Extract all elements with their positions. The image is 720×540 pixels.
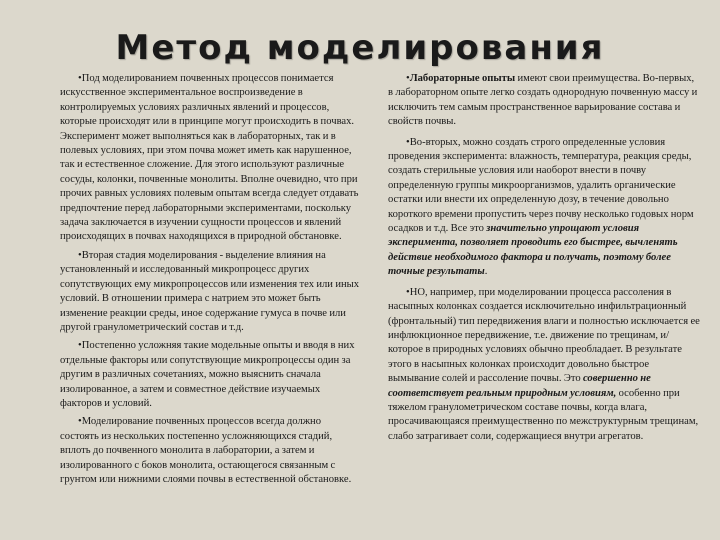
left-column — [60, 72, 360, 491]
lab-advantages-text: имеют свои преимущества. Во-первых, в лабораторном опыте легко создать однородную почвенную массу и исключить тем самым пространственное варьирование состава и свойств почвы. — [388, 73, 698, 128]
paragraph-lab-advantages — [388, 72, 700, 130]
right-column — [388, 72, 700, 450]
period: . — [484, 266, 488, 278]
paragraph-complication: •Постепенно усложняя такие модельные опыты и вводя в них отдельные факторы или сопутствующие микропроцессы один за другим в различных сочетаниях, можно выяснить сначала изолированное, а затем и совместное действие изучаемых факторов и условий. — [60, 340, 355, 409]
paragraph-stages: •Моделирование почвенных процессов всегда должно состоять из нескольких постепенно усложняющихся стадий, вплоть до почвенного монолита в лаборатории, а затем и изолированного с боков монолита, остающегося связанным с грунтом или нижними слоями почвы в естественной обстановке. — [60, 416, 352, 485]
emphasis-simplify: значительно упрощают условия эксперимента, позволяет проводить его быстрее, вычленять действие необходимого фактора и получать, поэтому более точные результаты — [388, 223, 678, 278]
however-text: •НО, например, при моделировании процесса рассоления в насыпных колонках создается исключительно инфильтрационный (фронтальный) тип передвижения влаги и полностью исключается ее инфлюкционное передвижение, т.е. движение по трещинам, и/которое в природных условиях обычно преобладает. В результате этого в насыпных колонках происходит довольно быстрое вымывание солей и рассоление почвы. Это — [388, 286, 700, 385]
slide-title: Метод моделирования — [115, 28, 605, 68]
second-advantage-text: •Во-вторых, можно создать строго определенные условия проведения эксперимента: влажность, температура, реакция среды, создать стерильные условия или наоборот внести в почву определенную группы микроорганизмов, удалить органические остатки или внести их определенную дозу, в течение довольно короткого времени пропустить через почву несколько годовых норм осадков и т.д. Все это — [388, 136, 694, 235]
bullet: • — [406, 73, 410, 84]
paragraph-however — [388, 286, 700, 444]
paragraph-second-advantage — [388, 136, 700, 280]
paragraph-second-stage: •Вторая стадия моделирования - выделение влияния на установленный и исследованный микропроцесс других сопутствующих ему микропроцессов или изменения тех или иных условий. В отношении примера с натрием это может быть изменение реакции среды, иное содержание гумуса в почве или другой гранулометрический состав и т.д. — [60, 249, 360, 333]
however-text-end: особенно при тяжелом гранулометрическом составе почвы, когда влага, просачивающаяся преимущественно по межструктурным трещинам, слабо затрагивает соли, содержащиеся внутри агрегатов. — [388, 387, 699, 442]
lab-experiments-heading: Лабораторные опыты — [409, 73, 516, 84]
emphasis-not-matching: совершенно не соответствует реальным природным условиям, — [388, 373, 651, 399]
paragraph-modeling-definition: •Под моделированием почвенных процессов понимается искусственное экспериментальное воспроизведение в контролируемых условиях различных явлений и процессов, которые происходят или в принципе могут происходить в почвах. Эксперимент может выполняться как в лабораторных, так и в полевых условиях, при этом почва может иметь как нарушенное, так и естественное сложение. Для этого используют различные сосуды, колонки, почвенные монолиты. Вполне очевидно, что при прочих равных условиях полевым опытам всегда следует отдавать предпочтение перед лабораторными экспериментами, поскольку задача заключается в изучении сущности процессов и явлений происходящих в почвах находящихся в природной обстановке. — [60, 73, 359, 243]
